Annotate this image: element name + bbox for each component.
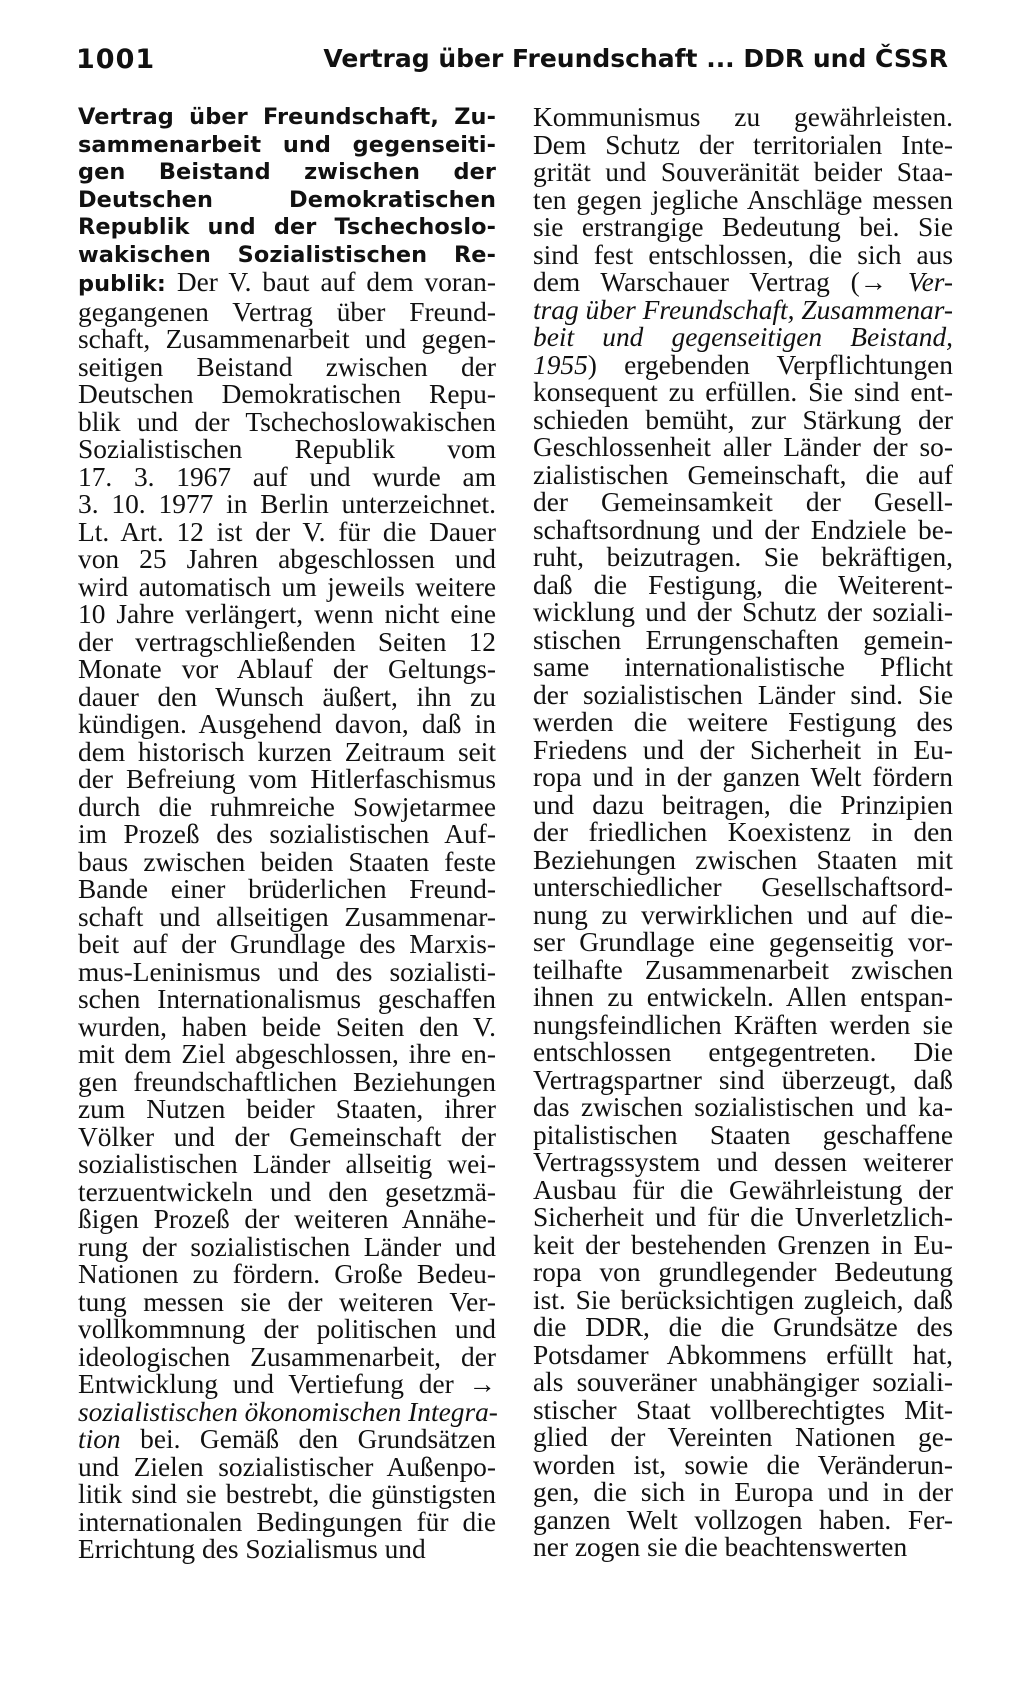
cross-reference-link[interactable]: trag über Freundschaft, Zusammenar- [533, 294, 953, 325]
body-line: grität und Souveränität beider Staa- [533, 157, 953, 187]
body-line: 17. 3. 1967 auf und wurde am [78, 461, 496, 492]
body-line: zialistischen Gemeinschaft, die auf [533, 459, 953, 490]
body-line: baus zwischen beiden Staaten feste [78, 846, 496, 877]
body-line: ropa und in der ganzen Welt fördern [533, 762, 953, 792]
body-line: stischer Staat vollberechtigtes Mit- [533, 1394, 953, 1425]
body-line: worden ist, sowie die Veränderun- [533, 1449, 953, 1480]
body-line: tung messen sie der weiteren Ver- [78, 1286, 496, 1317]
body-line: Monate vor Ablauf der Geltungs- [78, 654, 496, 684]
body-line: sie erstrangige Bedeutung bei. Sie [533, 212, 953, 242]
body-line: gegangenen Vertrag über Freund- [78, 296, 496, 327]
right-body-text [533, 379, 953, 1562]
body-line: dem historisch kurzen Zeitraum seit [78, 736, 496, 767]
body-line: Vertragssystem und dessen weiterer [533, 1147, 953, 1177]
body-line [78, 1426, 496, 1454]
body-line: Lt. Art. 12 ist der V. für die Dauer [78, 516, 496, 547]
body-line: von 25 Jahren abgeschlossen und [78, 544, 496, 574]
left-body-text [78, 296, 496, 1372]
body-line: zum Nutzen beider Staaten, ihrer [78, 1094, 496, 1124]
body-line: Potsdamer Abkommens erfüllt hat, [533, 1339, 953, 1370]
body-line: der sozialistischen Länder sind. Sie [533, 679, 953, 710]
right-column [533, 104, 953, 1562]
body-line: ideologischen Zusammenarbeit, der [78, 1341, 496, 1372]
body-line: Beziehungen zwischen Staaten mit [533, 844, 953, 875]
cross-reference-link[interactable]: 1955 [533, 349, 588, 380]
headword-line: Republik und der Tschechoslo- [78, 214, 496, 240]
body-line: Errichtung des Sozialismus und [78, 1534, 426, 1564]
page-number: 1001 [76, 44, 156, 75]
body-line: Deutschen Demokratischen Repu- [78, 379, 496, 409]
body-line: Vertragspartner sind überzeugt, daß [533, 1064, 953, 1095]
body-line [533, 349, 953, 380]
body-line: beit auf der Grundlage des Marxis- [78, 929, 496, 959]
body-line: Sozialistischen Republik vom [78, 434, 496, 464]
body-line: und dazu beitragen, die Prinzipien [533, 789, 953, 820]
body-line: ser Grundlage eine gegenseitig vor- [533, 927, 953, 957]
body-text: bei. Gemäß den Grundsätzen [120, 1424, 496, 1454]
body-line: rung der sozialistischen Länder und [78, 1231, 496, 1262]
body-line: pitalistischen Staaten geschaffene [533, 1119, 953, 1150]
body-line: 3. 10. 1977 in Berlin unterzeichnet. [78, 489, 496, 519]
body-line: wicklung und der Schutz der soziali- [533, 597, 953, 627]
body-line: wurden, haben beide Seiten den V. [78, 1011, 496, 1042]
body-line: der Gemeinsamkeit der Gesell- [533, 487, 953, 517]
headword-line: Vertrag über Freundschaft, Zu- [78, 104, 496, 130]
body-line: der vertragschließenden Seiten 12 [78, 626, 496, 657]
body-line: durch die ruhmreiche Sowjetarmee [78, 791, 496, 822]
body-text: Der V. baut auf dem voran- [165, 267, 496, 297]
body-line [78, 1371, 496, 1399]
body-line: der friedlichen Koexistenz in den [533, 817, 953, 847]
headword-line: sammenarbeit und gegenseiti- [78, 131, 496, 158]
body-line: Dem Schutz der territorialen Inte- [533, 129, 953, 160]
body-line: Geschlossenheit aller Länder der so- [533, 432, 953, 462]
body-line: mit dem Ziel abgeschlossen, ihre en- [78, 1039, 496, 1069]
body-line: teilhafte Zusammenarbeit zwischen [533, 954, 953, 985]
body-line: mus-Leninismus und des sozialisti- [78, 956, 496, 987]
body-line: werden die weitere Festigung des [533, 707, 953, 737]
body-line: unterschiedlicher Gesellschaftsord- [533, 872, 953, 902]
left-column [78, 104, 496, 1564]
body-line: vollkommnung der politischen und [78, 1314, 496, 1344]
cross-reference-link[interactable]: Ver- [907, 267, 953, 297]
body-line: kündigen. Ausgehend davon, daß in [78, 709, 496, 739]
body-line: Nationen zu fördern. Große Bedeu- [78, 1259, 496, 1289]
cross-reference-link[interactable]: beit und gegenseitigen Beistand, [533, 322, 953, 352]
body-line: als souveräner unabhängiger soziali- [533, 1367, 953, 1397]
body-line: sozialistischen Länder allseitig wei- [78, 1149, 496, 1179]
body-line: keit der bestehenden Grenzen in Eu- [533, 1229, 953, 1260]
body-line: Völker und der Gemeinschaft der [78, 1121, 496, 1152]
body-line: litik sind sie bestrebt, die günstigsten [78, 1479, 496, 1509]
body-line: 10 Jahre verlängert, wenn nicht eine [78, 599, 496, 629]
body-line: ruht, beizutragen. Sie bekräftigen, [533, 542, 953, 572]
body-line: seitigen Beistand zwischen der [78, 351, 496, 382]
body-line: nung zu verwirklichen und auf die- [533, 899, 953, 930]
body-line: gen freundschaftlichen Beziehungen [78, 1066, 496, 1097]
body-line: schieden bemüht, zur Stärkung der [533, 404, 953, 435]
body-line: schaft, Zusammenarbeit und gegen- [78, 324, 496, 354]
body-line: ihnen zu entwickeln. Allen entspan- [533, 982, 953, 1012]
body-line: das zwischen sozialistischen und ka- [533, 1092, 953, 1122]
page-header [76, 44, 948, 88]
body-line [78, 269, 496, 299]
body-line: schen Internationalismus geschaffen [78, 984, 496, 1014]
body-line: internationalen Bedingungen für die [78, 1506, 496, 1537]
body-line: ist. Sie berücksichtigen zugleich, daß [533, 1284, 953, 1315]
body-text: dem Warschauer Vertrag (→ [533, 267, 908, 297]
body-line: ganzen Welt vollzogen haben. Fer- [533, 1504, 953, 1535]
body-line: same internationalistische Pflicht [533, 652, 953, 682]
body-line: Friedens und der Sicherheit in Eu- [533, 734, 953, 765]
body-line: konsequent zu erfüllen. Sie sind ent- [533, 377, 953, 407]
cross-reference-link[interactable]: tion [78, 1424, 121, 1454]
body-line: terzuentwickeln und den gesetzmä- [78, 1176, 496, 1207]
body-line: schaft und allseitigen Zusammenar- [78, 901, 496, 932]
body-text: Entwicklung und Vertiefung der [78, 1369, 454, 1399]
body-line: ropa von grundlegender Bedeutung [533, 1257, 953, 1287]
body-line: nungsfeindlichen Kräften werden sie [533, 1009, 953, 1040]
body-line: stischen Errungenschaften gemein- [533, 624, 953, 655]
body-line: gen, die sich in Europa und in der [533, 1477, 953, 1507]
body-line: ten gegen jegliche Anschläge messen [533, 184, 953, 215]
entry-headword [78, 104, 496, 269]
cross-reference-arrow: → [453, 1369, 496, 1399]
body-line: entschlossen entgegentreten. Die [533, 1037, 953, 1067]
body-line: daß die Festigung, die Weiterent- [533, 569, 953, 600]
body-line: die DDR, die die Grundsätze des [533, 1312, 953, 1342]
left-tail-text [78, 1451, 496, 1564]
body-line: Kommunismus zu gewährleisten. [533, 102, 953, 132]
headword-line: gen Beistand zwischen der [78, 159, 496, 185]
body-line: und Zielen sozialistischer Außenpo- [78, 1451, 496, 1482]
cross-reference-link[interactable]: sozialistischen ökonomischen Integra- [78, 1396, 498, 1427]
running-head: Vertrag über Freundschaft ... DDR und ČSSR [323, 44, 948, 73]
headword-line: Deutschen Demokratischen [78, 186, 496, 213]
body-line: der Befreiung vom Hitlerfaschismus [78, 764, 496, 794]
body-line: sind fest entschlossen, die sich aus [533, 239, 953, 270]
body-line: schaftsordnung und der Endziele be- [533, 514, 953, 545]
right-body-text [533, 104, 953, 269]
body-line: Bande einer brüderlichen Freund- [78, 874, 496, 904]
body-line: ner zogen sie die beachtenswerten [533, 1532, 908, 1562]
body-line: wird automatisch um jeweils weitere [78, 571, 496, 602]
body-line: Sicherheit und für die Unverletzlich- [533, 1202, 953, 1232]
headword-line: publik: [78, 271, 166, 297]
body-line [533, 269, 953, 297]
body-line: blik und der Tschechoslowakischen [78, 406, 496, 437]
body-line: dauer den Wunsch äußert, ihn zu [78, 681, 496, 712]
body-line: Ausbau für die Gewährleistung der [533, 1174, 953, 1205]
body-line: im Prozeß des sozialistischen Auf- [78, 819, 496, 849]
headword-line: wakischen Sozialistischen Re- [78, 241, 496, 268]
body-text: ) ergebenden Verpflichtungen [587, 349, 953, 380]
body-line: glied der Vereinten Nationen ge- [533, 1422, 953, 1452]
body-line: ßigen Prozeß der weiteren Annähe- [78, 1204, 496, 1234]
